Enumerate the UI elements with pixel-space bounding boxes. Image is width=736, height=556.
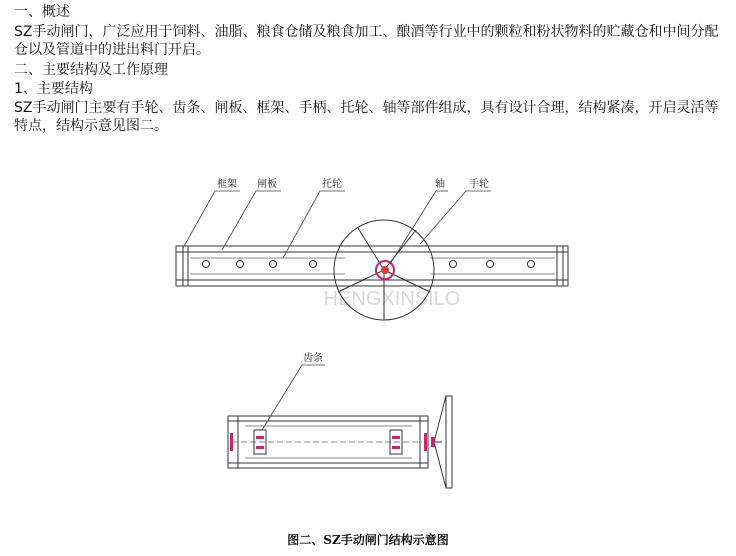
heading-main-structure: 1、主要结构 [14, 81, 93, 97]
watermark: HENGXINSILO [323, 288, 461, 310]
label-handwheel: 手轮 [469, 179, 489, 190]
label-support-wheel: 托轮 [322, 179, 342, 190]
heading-structure-principle: 二、主要结构及工作原理 [14, 62, 168, 78]
structure-paragraph: SZ手动闸门主要有手轮、齿条、闸板、框架、手柄、托轮、轴等部件组成，具有设计合理，结构紧凑，开启灵活等特点，结构示意见图二。 [14, 100, 719, 134]
label-gate-plate: 闸板 [257, 179, 277, 190]
side-view [228, 396, 452, 488]
shaft-hub [376, 261, 394, 279]
overview-paragraph: SZ手动闸门，广泛应用于饲料、油脂、粮食仓储及粮食加工、酿酒等行业中的颗粒和粉状物料的贮藏仓和中间分配仓以及管道中的进出料门开启。 [14, 24, 719, 58]
figure-caption: 图二、SZ手动闸门结构示意图 [287, 533, 449, 547]
label-shaft: 轴 [435, 179, 445, 190]
heading-overview: 一、概述 [14, 4, 70, 20]
label-rack: 齿条 [303, 353, 323, 364]
label-frame: 框架 [217, 179, 237, 190]
